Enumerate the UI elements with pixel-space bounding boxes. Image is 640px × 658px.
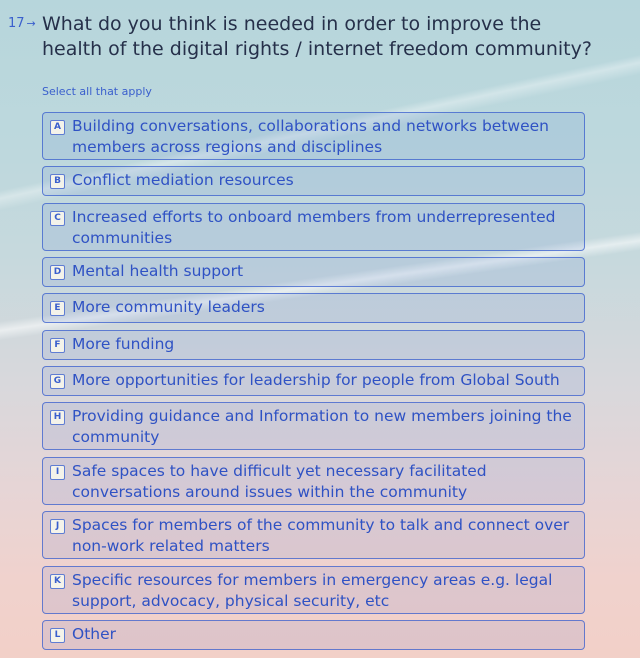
select-all-hint: Select all that apply xyxy=(42,85,152,98)
choice-option-l[interactable] xyxy=(42,620,585,650)
choice-key-badge: A xyxy=(50,120,65,135)
choice-key-badge: G xyxy=(50,374,65,389)
choice-option-f[interactable] xyxy=(42,330,585,360)
choice-key-badge: F xyxy=(50,338,65,353)
choice-label: More community leaders xyxy=(72,298,265,316)
choice-key-badge: K xyxy=(50,574,65,589)
question-text: What do you think is needed in order to improve the health of the digital rights / internet freedom community? xyxy=(42,13,592,60)
choice-option-j[interactable] xyxy=(42,511,585,559)
choice-option-k[interactable] xyxy=(42,566,585,614)
choice-label: Providing guidance and Information to new members joining the community xyxy=(72,407,572,446)
choice-label: Mental health support xyxy=(72,262,244,280)
choice-label: Specific resources for members in emergency areas e.g. legal support, advocacy, physical security, etc xyxy=(72,571,553,610)
choice-key-badge: L xyxy=(50,628,65,643)
choice-label: Conflict mediation resources xyxy=(72,171,294,189)
choice-key-badge: C xyxy=(50,211,65,226)
choice-option-g[interactable] xyxy=(42,366,585,396)
choice-key-badge: B xyxy=(50,174,65,189)
choice-option-a[interactable] xyxy=(42,112,585,160)
choice-key-badge: H xyxy=(50,410,65,425)
choice-key-badge: D xyxy=(50,265,65,280)
choice-label: Building conversations, collaborations and networks between members across regions and disciplines xyxy=(72,117,549,156)
choice-option-e[interactable] xyxy=(42,293,585,323)
choice-label: More funding xyxy=(72,335,175,353)
choice-label: More opportunities for leadership for people from Global South xyxy=(72,371,560,389)
choice-option-b[interactable] xyxy=(42,166,585,196)
choice-label: Safe spaces to have difficult yet necessary facilitated conversations around issues within the community xyxy=(72,462,487,501)
choice-option-c[interactable] xyxy=(42,203,585,251)
choice-option-i[interactable] xyxy=(42,457,585,505)
choice-key-badge: E xyxy=(50,301,65,316)
choice-label: Spaces for members of the community to talk and connect over non-work related matters xyxy=(72,516,570,555)
question-number-text: 17 xyxy=(8,16,25,31)
arrow-right-icon: → xyxy=(26,17,36,30)
choice-label: Increased efforts to onboard members from underrepresented communities xyxy=(72,208,556,247)
choice-option-d[interactable] xyxy=(42,257,585,287)
choice-key-badge: I xyxy=(50,465,65,480)
choice-label: Other xyxy=(72,625,117,643)
question-number xyxy=(8,16,36,31)
choice-option-h[interactable] xyxy=(42,402,585,450)
choice-key-badge: J xyxy=(50,519,65,534)
